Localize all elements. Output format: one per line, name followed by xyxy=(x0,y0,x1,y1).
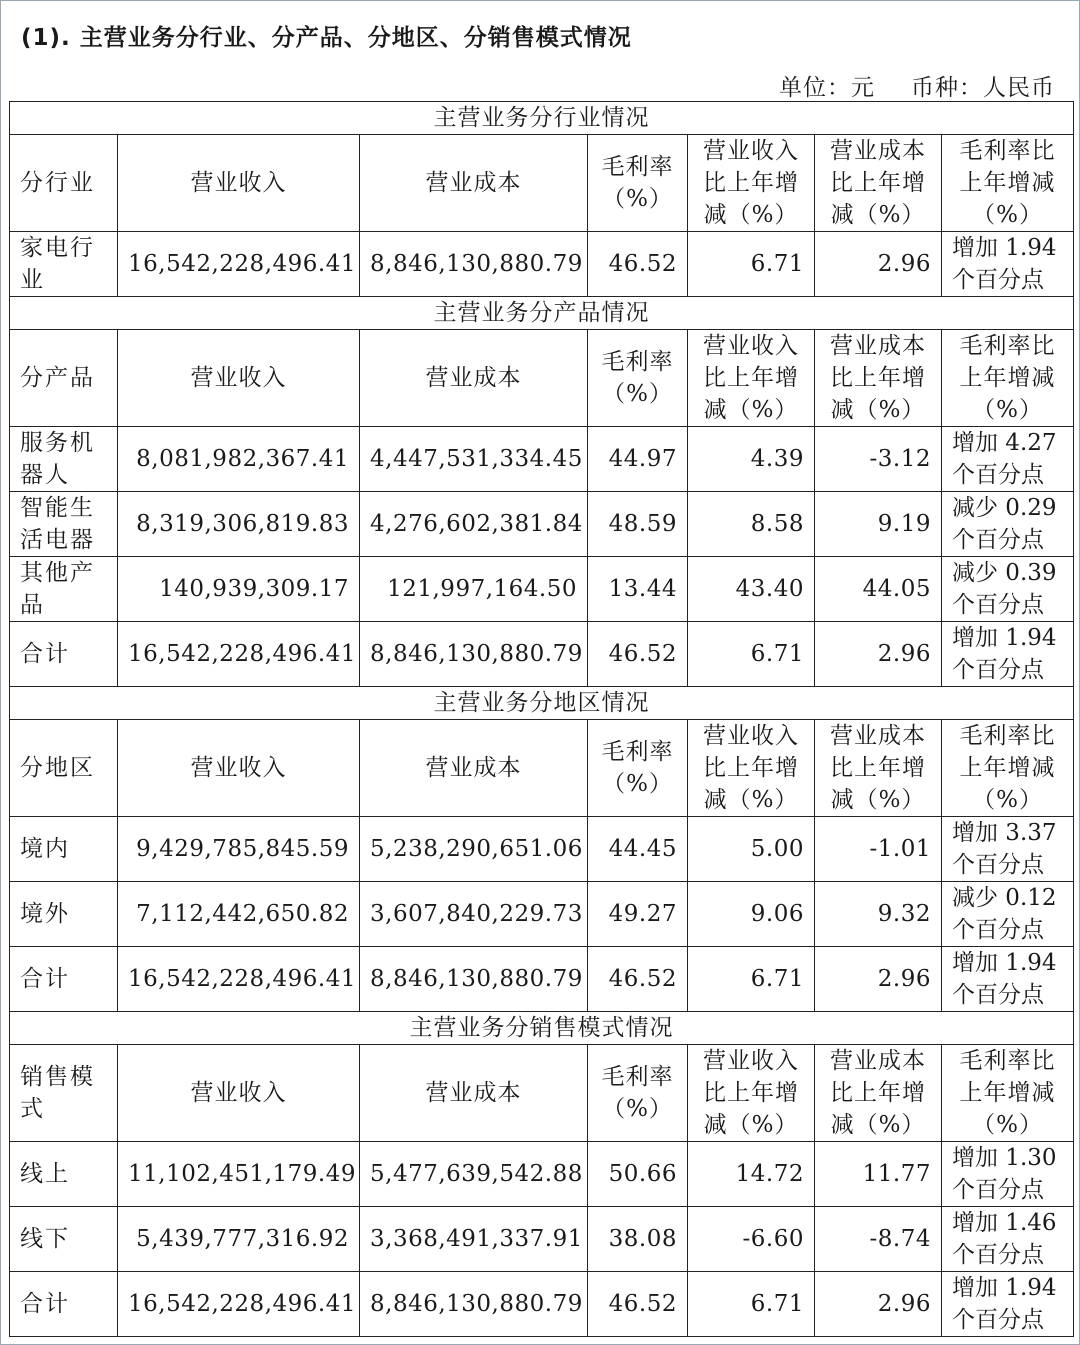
column-header-margin: 毛利率（%） xyxy=(588,720,688,817)
cell-cost-yoy: 44.05 xyxy=(815,557,942,622)
cell-cost-yoy: 2.96 xyxy=(815,622,942,687)
cell-revenue-yoy: 4.39 xyxy=(688,427,815,492)
cell-cost: 3,368,491,337.91 xyxy=(360,1207,588,1272)
table-row xyxy=(10,232,1074,297)
table-row xyxy=(10,492,1074,557)
cell-margin: 46.52 xyxy=(588,232,688,297)
column-header-margin-yoy: 毛利率比上年增减（%） xyxy=(942,720,1074,817)
table-row xyxy=(10,557,1074,622)
section-title-row xyxy=(10,1012,1074,1045)
column-header-margin: 毛利率（%） xyxy=(588,330,688,427)
cell-cost: 8,846,130,880.79 xyxy=(360,947,588,1012)
cell-revenue: 16,542,228,496.41 xyxy=(118,232,360,297)
row-label: 合计 xyxy=(10,622,118,687)
column-header-cost: 营业成本 xyxy=(360,720,588,817)
cell-revenue-yoy: 6.71 xyxy=(688,232,815,297)
section-title: 主营业务分行业情况 xyxy=(10,102,1074,135)
column-header-cost-yoy: 营业成本比上年增减（%） xyxy=(815,330,942,427)
table-row xyxy=(10,427,1074,492)
column-header-revenue-yoy: 营业收入比上年增减（%） xyxy=(688,135,815,232)
column-header-margin-yoy: 毛利率比上年增减（%） xyxy=(942,1045,1074,1142)
cell-cost: 8,846,130,880.79 xyxy=(360,1272,588,1337)
row-label: 境外 xyxy=(10,882,118,947)
cell-margin: 38.08 xyxy=(588,1207,688,1272)
header-row xyxy=(10,330,1074,427)
cell-margin-change: 减少 0.29 个百分点 xyxy=(942,492,1074,557)
cell-revenue-yoy: -6.60 xyxy=(688,1207,815,1272)
cell-revenue-yoy: 6.71 xyxy=(688,622,815,687)
column-header-cost: 营业成本 xyxy=(360,135,588,232)
cell-margin: 49.27 xyxy=(588,882,688,947)
table-row xyxy=(10,1207,1074,1272)
header-row xyxy=(10,1045,1074,1142)
cell-margin-change: 减少 0.12 个百分点 xyxy=(942,882,1074,947)
cell-cost-yoy: 2.96 xyxy=(815,232,942,297)
cell-margin: 44.97 xyxy=(588,427,688,492)
section-title: 主营业务分销售模式情况 xyxy=(10,1012,1074,1045)
cell-revenue-yoy: 8.58 xyxy=(688,492,815,557)
section-title: 主营业务分产品情况 xyxy=(10,297,1074,330)
column-header-margin-yoy: 毛利率比上年增减（%） xyxy=(942,330,1074,427)
main-business-table xyxy=(9,101,1074,1337)
column-header-cost-yoy: 营业成本比上年增减（%） xyxy=(815,720,942,817)
section-title: 主营业务分地区情况 xyxy=(10,687,1074,720)
row-label: 合计 xyxy=(10,1272,118,1337)
cell-revenue: 9,429,785,845.59 xyxy=(118,817,360,882)
header-row xyxy=(10,720,1074,817)
cell-revenue-yoy: 5.00 xyxy=(688,817,815,882)
cell-revenue-yoy: 9.06 xyxy=(688,882,815,947)
column-header-revenue: 营业收入 xyxy=(118,1045,360,1142)
cell-margin-change: 增加 1.46 个百分点 xyxy=(942,1207,1074,1272)
cell-margin-change: 增加 4.27 个百分点 xyxy=(942,427,1074,492)
row-label: 线上 xyxy=(10,1142,118,1207)
page-heading: (1). 主营业务分行业、分产品、分地区、分销售模式情况 xyxy=(21,25,632,51)
row-label: 线下 xyxy=(10,1207,118,1272)
cell-revenue-yoy: 6.71 xyxy=(688,947,815,1012)
section-title-row xyxy=(10,297,1074,330)
cell-margin: 13.44 xyxy=(588,557,688,622)
cell-cost-yoy: 9.32 xyxy=(815,882,942,947)
cell-margin: 46.52 xyxy=(588,947,688,1012)
section-title-row xyxy=(10,687,1074,720)
cell-margin: 46.52 xyxy=(588,622,688,687)
cell-revenue: 16,542,228,496.41 xyxy=(118,947,360,1012)
cell-revenue: 16,542,228,496.41 xyxy=(118,1272,360,1337)
column-header-revenue-yoy: 营业收入比上年增减（%） xyxy=(688,720,815,817)
cell-margin-change: 减少 0.39 个百分点 xyxy=(942,557,1074,622)
table-row xyxy=(10,1272,1074,1337)
cell-revenue-yoy: 43.40 xyxy=(688,557,815,622)
dimension-header: 销售模式 xyxy=(10,1045,118,1142)
row-label: 合计 xyxy=(10,947,118,1012)
column-header-revenue: 营业收入 xyxy=(118,135,360,232)
cell-cost-yoy: -8.74 xyxy=(815,1207,942,1272)
cell-revenue: 8,081,982,367.41 xyxy=(118,427,360,492)
table-row xyxy=(10,1142,1074,1207)
cell-revenue-yoy: 14.72 xyxy=(688,1142,815,1207)
column-header-margin: 毛利率（%） xyxy=(588,1045,688,1142)
cell-cost: 8,846,130,880.79 xyxy=(360,232,588,297)
table-row xyxy=(10,622,1074,687)
cell-revenue: 5,439,777,316.92 xyxy=(118,1207,360,1272)
row-label: 境内 xyxy=(10,817,118,882)
column-header-revenue-yoy: 营业收入比上年增减（%） xyxy=(688,330,815,427)
table-row xyxy=(10,947,1074,1012)
cell-margin-change: 增加 1.94 个百分点 xyxy=(942,622,1074,687)
cell-cost: 5,238,290,651.06 xyxy=(360,817,588,882)
column-header-margin: 毛利率（%） xyxy=(588,135,688,232)
column-header-margin-yoy: 毛利率比上年增减（%） xyxy=(942,135,1074,232)
cell-cost-yoy: -1.01 xyxy=(815,817,942,882)
currency-label: 币种：人民币 xyxy=(911,75,1055,101)
table-row xyxy=(10,882,1074,947)
cell-cost: 8,846,130,880.79 xyxy=(360,622,588,687)
cell-cost: 4,276,602,381.84 xyxy=(360,492,588,557)
cell-revenue: 140,939,309.17 xyxy=(118,557,360,622)
cell-cost: 3,607,840,229.73 xyxy=(360,882,588,947)
row-label: 服务机器人 xyxy=(10,427,118,492)
cell-revenue-yoy: 6.71 xyxy=(688,1272,815,1337)
cell-margin-change: 增加 1.94 个百分点 xyxy=(942,947,1074,1012)
section-title-row xyxy=(10,102,1074,135)
cell-margin: 48.59 xyxy=(588,492,688,557)
cell-margin-change: 增加 1.94 个百分点 xyxy=(942,232,1074,297)
header-row xyxy=(10,135,1074,232)
dimension-header: 分产品 xyxy=(10,330,118,427)
cell-margin-change: 增加 1.94 个百分点 xyxy=(942,1272,1074,1337)
cell-cost-yoy: 2.96 xyxy=(815,1272,942,1337)
dimension-header: 分地区 xyxy=(10,720,118,817)
dimension-header: 分行业 xyxy=(10,135,118,232)
cell-cost: 4,447,531,334.45 xyxy=(360,427,588,492)
cell-margin: 44.45 xyxy=(588,817,688,882)
column-header-cost: 营业成本 xyxy=(360,1045,588,1142)
cell-revenue: 11,102,451,179.49 xyxy=(118,1142,360,1207)
cell-cost-yoy: -3.12 xyxy=(815,427,942,492)
cell-revenue: 8,319,306,819.83 xyxy=(118,492,360,557)
unit-line xyxy=(779,69,1055,102)
cell-cost-yoy: 9.19 xyxy=(815,492,942,557)
cell-cost-yoy: 11.77 xyxy=(815,1142,942,1207)
cell-cost-yoy: 2.96 xyxy=(815,947,942,1012)
cell-cost: 5,477,639,542.88 xyxy=(360,1142,588,1207)
column-header-cost-yoy: 营业成本比上年增减（%） xyxy=(815,135,942,232)
cell-margin: 50.66 xyxy=(588,1142,688,1207)
column-header-cost-yoy: 营业成本比上年增减（%） xyxy=(815,1045,942,1142)
column-header-revenue-yoy: 营业收入比上年增减（%） xyxy=(688,1045,815,1142)
cell-margin: 46.52 xyxy=(588,1272,688,1337)
row-label: 其他产品 xyxy=(10,557,118,622)
row-label: 家电行业 xyxy=(10,232,118,297)
unit-label: 单位：元 xyxy=(779,75,875,101)
cell-margin-change: 增加 3.37 个百分点 xyxy=(942,817,1074,882)
cell-margin-change: 增加 1.30 个百分点 xyxy=(942,1142,1074,1207)
cell-revenue: 16,542,228,496.41 xyxy=(118,622,360,687)
cell-cost: 121,997,164.50 xyxy=(360,557,588,622)
column-header-revenue: 营业收入 xyxy=(118,330,360,427)
column-header-cost: 营业成本 xyxy=(360,330,588,427)
table-row xyxy=(10,817,1074,882)
column-header-revenue: 营业收入 xyxy=(118,720,360,817)
row-label: 智能生活电器 xyxy=(10,492,118,557)
cell-revenue: 7,112,442,650.82 xyxy=(118,882,360,947)
